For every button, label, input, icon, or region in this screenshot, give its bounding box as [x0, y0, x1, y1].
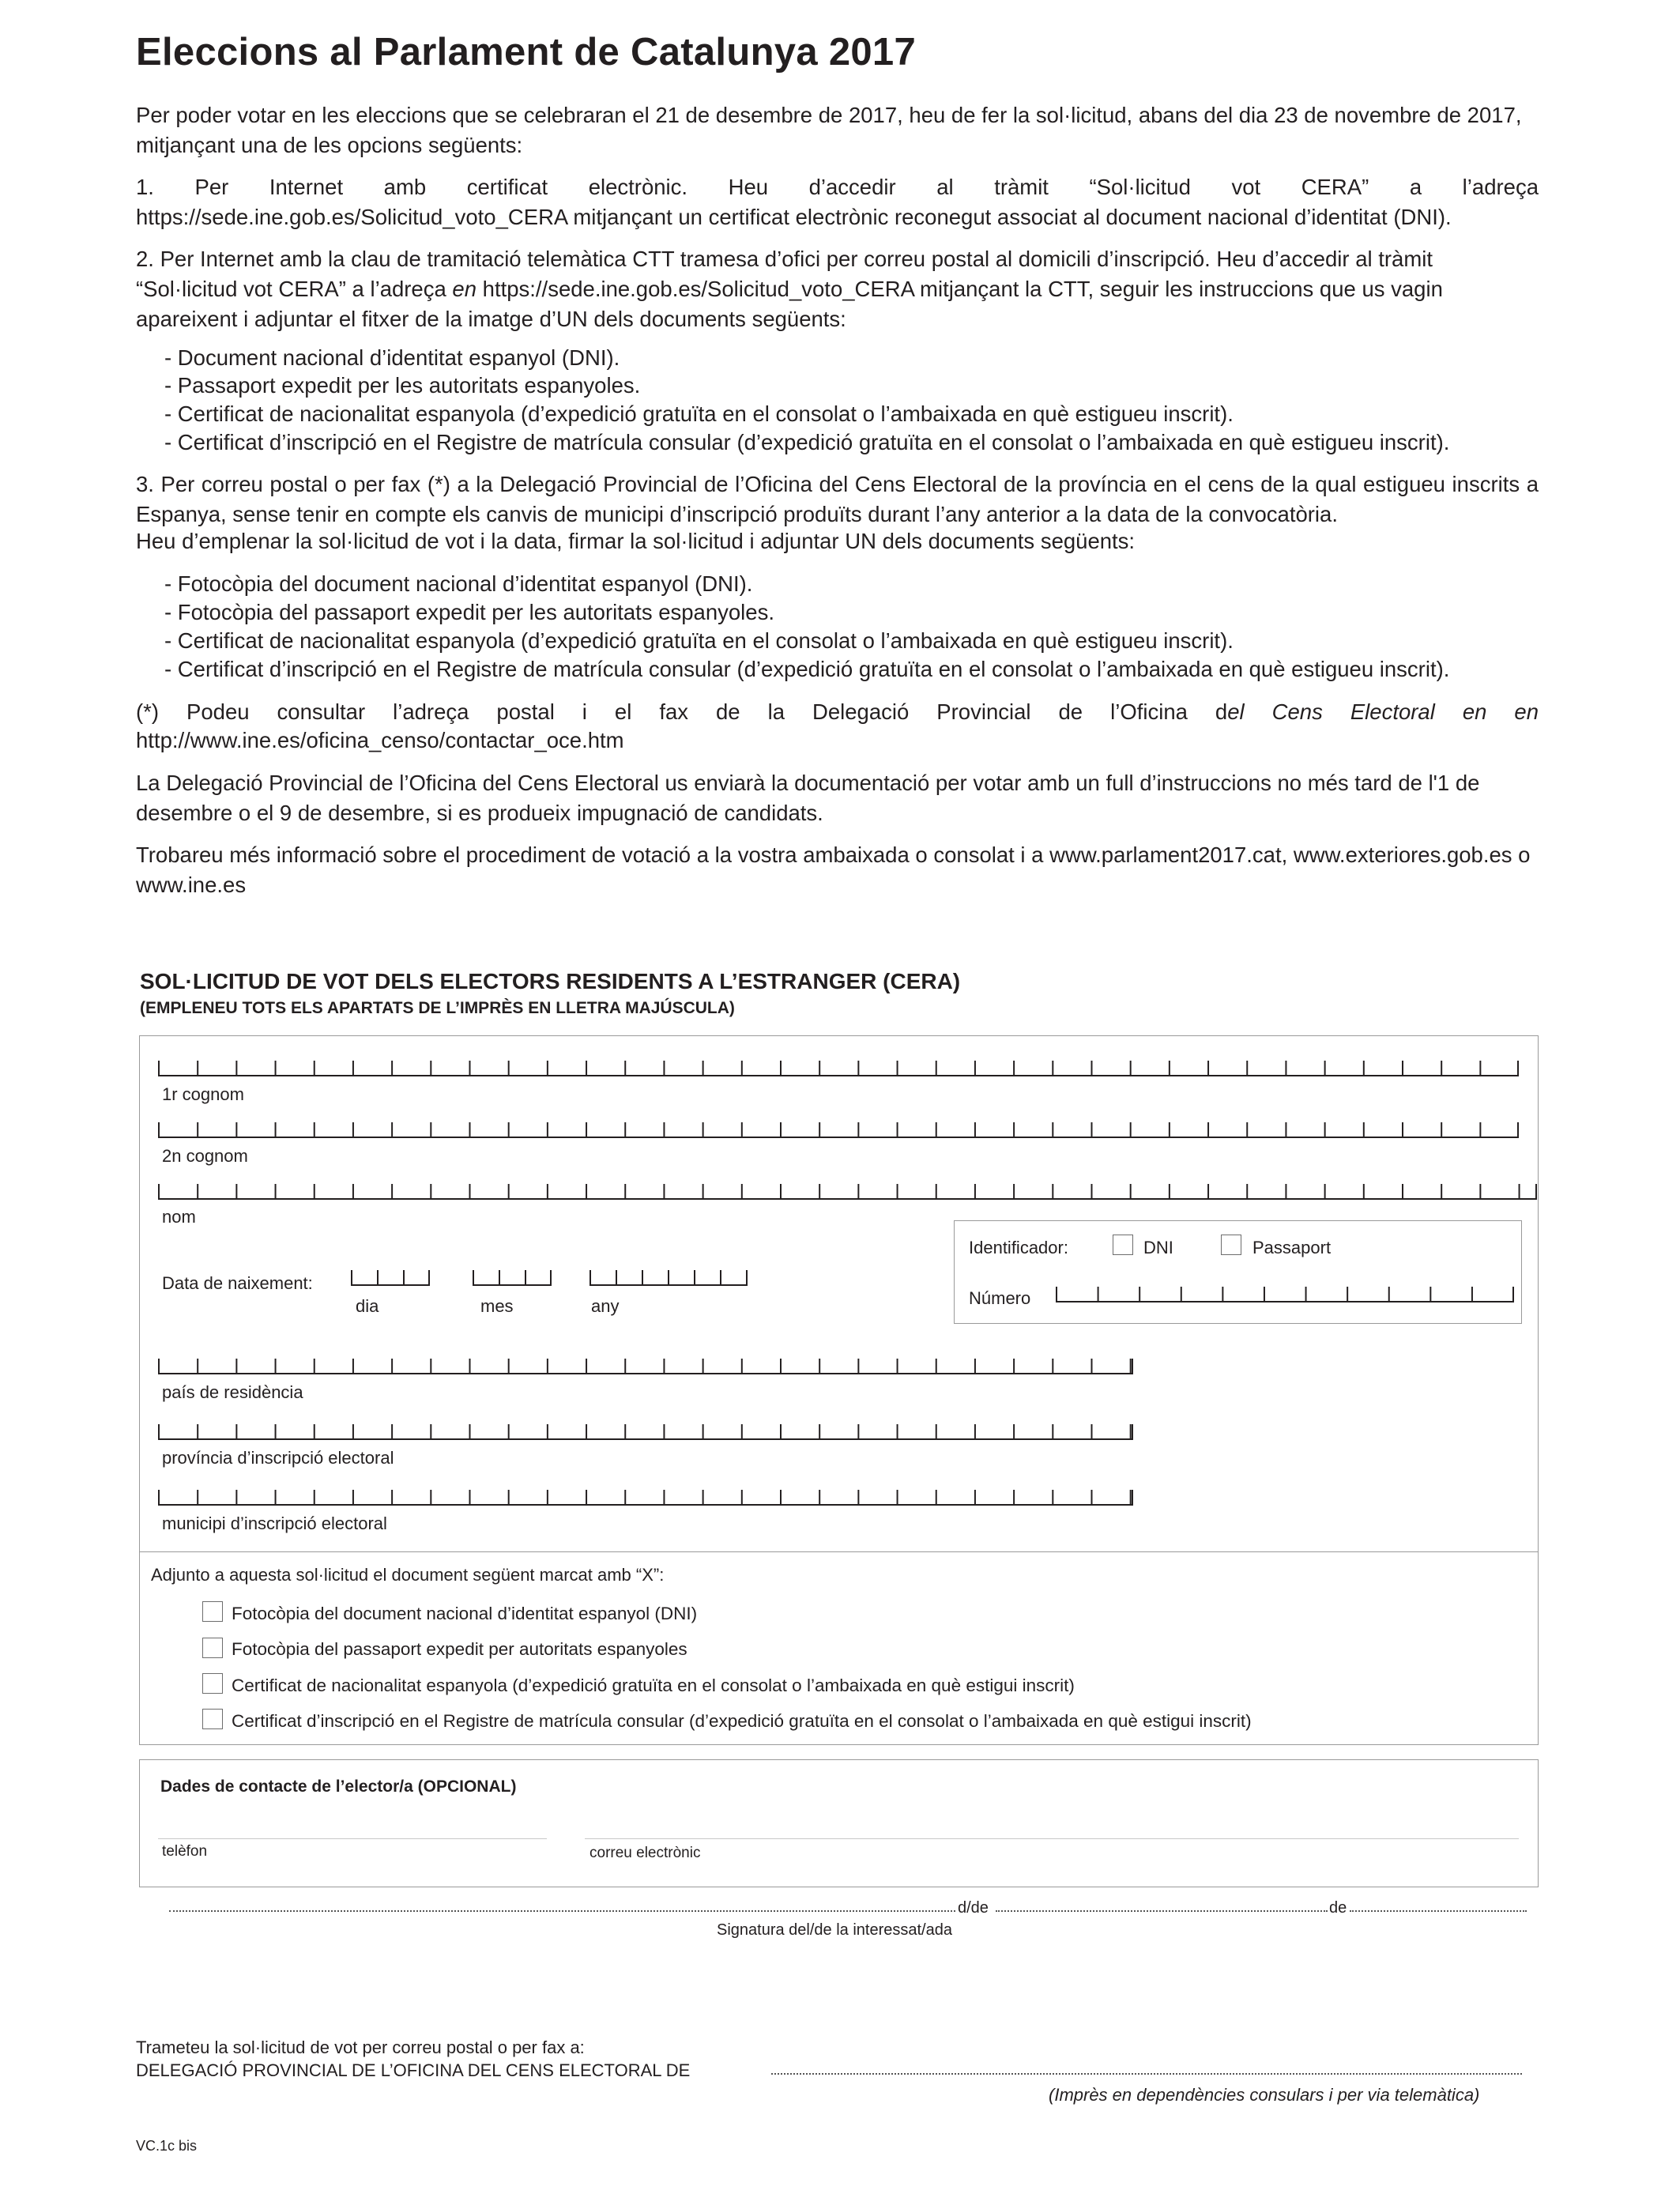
send-note: (Imprès en dependències consulars i per via telemàtica): [1049, 2085, 1480, 2105]
more-info-paragraph: Trobareu més informació sobre el procediment de votació a la vostra ambaixada o consolat i a www.parlament2017.cat, www.exteriores.gob.es o www.ine.es: [136, 843, 1531, 897]
field-end-tick: [1132, 1424, 1133, 1440]
send-line-1: Trameteu la sol·licitud de vot per correu postal o per fax a:: [136, 2038, 585, 2057]
birth-date-label: Data de naixement:: [162, 1273, 313, 1293]
option-2-item: - Document nacional d’identitat espanyol (DNI).: [164, 345, 620, 370]
attach-option-label: Fotocòpia del passaport expedit per autoritats espanyoles: [232, 1639, 687, 1659]
attach-heading: Adjunto a aquesta sol·licitud el document següent marcat amb “X”:: [151, 1565, 665, 1585]
day-label: dia: [356, 1296, 379, 1316]
month-label: mes: [480, 1296, 514, 1316]
attach-registry-checkbox[interactable]: [202, 1709, 223, 1729]
month-dotted-line[interactable]: [996, 1907, 1328, 1912]
identifier-label: Identificador:: [969, 1238, 1068, 1257]
field-end-tick: [1535, 1184, 1537, 1200]
place-dotted-line[interactable]: [169, 1907, 955, 1912]
contact-heading: Dades de contacte de l’elector/a (OPCIONAL): [160, 1777, 517, 1796]
option-2-paragraph: [136, 244, 1539, 334]
delegation-dotted-line[interactable]: [771, 2070, 1522, 2075]
email-line[interactable]: [585, 1838, 1519, 1839]
dni-checkbox[interactable]: [1113, 1235, 1133, 1255]
field-end-tick: [1132, 1359, 1133, 1374]
country-label: país de residència: [162, 1382, 303, 1402]
passport-label: Passaport: [1252, 1238, 1332, 1257]
attach-nationality-checkbox[interactable]: [202, 1673, 223, 1694]
country-field[interactable]: [158, 1359, 1133, 1374]
send-line-2: DELEGACIÓ PROVINCIAL DE L’OFICINA DEL CENS ELECTORAL DE: [136, 2060, 691, 2080]
id-number-field[interactable]: [1056, 1287, 1514, 1302]
attach-passport-checkbox[interactable]: [202, 1638, 223, 1658]
dni-label: DNI: [1143, 1238, 1173, 1257]
field-end-tick: [1132, 1490, 1133, 1506]
number-label: Número: [969, 1288, 1031, 1308]
option-1-line-2: https://sede.ine.gob.es/Solicitud_voto_CERA mitjançant un certificat electrònic reconegut associat al document nacional d’identitat (DNI).: [136, 205, 1452, 229]
province-field[interactable]: [158, 1424, 1133, 1440]
field-end-tick: [1517, 1122, 1519, 1138]
field-end-tick: [428, 1270, 430, 1286]
phone-label: telèfon: [162, 1843, 208, 1860]
option-2-item: - Passaport expedit per les autoritats espanyoles.: [164, 373, 641, 398]
page-title: Eleccions al Parlament de Catalunya 2017: [136, 31, 917, 74]
note-text-em: el Cens Electoral en en: [1227, 699, 1539, 724]
option-2-text-a: 2. Per Internet amb la clau de tramitació telemàtica CTT tramesa d’ofici per correu postal al domicili d’inscripció. Heu d’accedir al tràmit “Sol·licitud vot CERA” a l’adreça: [136, 247, 1433, 301]
de-label: de: [1329, 1899, 1347, 1917]
field-end-tick: [1512, 1287, 1514, 1302]
attach-option-label: Certificat d’inscripció en el Registre de matrícula consular (d’expedició gratuïta en el consolat o l’ambaixada en què estigui inscrit): [232, 1711, 1252, 1731]
note-line-1: [136, 697, 1539, 727]
intro-paragraph: Per poder votar en les eleccions que se celebraran el 21 de desembre de 2017, heu de fer la sol·licitud, abans del dia 23 de novembre de 2017, mitjançant una de les opcions següents:: [136, 103, 1522, 157]
delegation-paragraph: La Delegació Provincial de l’Oficina del Cens Electoral us enviarà la documentació per votar amb un full d’instruccions no més tard de l'1 de desembre o el 9 de desembre, si es produeix impugnació de candidats.: [136, 771, 1480, 825]
d-de-label: d/de: [958, 1899, 989, 1917]
passport-checkbox[interactable]: [1221, 1235, 1241, 1255]
option-2-item: - Certificat d’inscripció en el Registre de matrícula consular (d’expedició gratuïta en el consolat o l’ambaixada en què estigueu inscrit).: [164, 430, 1450, 454]
note-text: (*) Podeu consultar l’adreça postal i el fax de la Delegació Provincial de l’Oficina d: [136, 699, 1228, 724]
attach-option-label: Certificat de nacionalitat espanyola (d’expedició gratuïta en el consolat o l’ambaixada en què estigui inscrit): [232, 1676, 1075, 1695]
option-3-item: - Fotocòpia del document nacional d’identitat espanyol (DNI).: [164, 571, 753, 596]
phone-line[interactable]: [158, 1838, 547, 1839]
note-link: http://www.ine.es/oficina_censo/contactar_oce.htm: [136, 728, 624, 752]
signature-label: Signatura del/de la interessat/ada: [717, 1921, 952, 1939]
option-2-item: - Certificat de nacionalitat espanyola (d’expedició gratuïta en el consolat o l’ambaixada en què estigueu inscrit).: [164, 401, 1234, 426]
surname1-label: 1r cognom: [162, 1084, 244, 1104]
form-code: VC.1c bis: [136, 2138, 198, 2154]
year-dotted-line[interactable]: [1350, 1907, 1527, 1912]
province-label: província d’inscripció electoral: [162, 1448, 394, 1468]
field-end-tick: [1517, 1061, 1519, 1076]
field-end-tick: [550, 1270, 552, 1286]
surname1-field[interactable]: [158, 1061, 1519, 1076]
name-field[interactable]: [158, 1184, 1537, 1200]
birth-day-field[interactable]: [351, 1270, 430, 1286]
name-label: nom: [162, 1207, 196, 1227]
birth-year-field[interactable]: [590, 1270, 748, 1286]
option-1-line-1: 1. Per Internet amb certificat electrònic. Heu d’accedir al tràmit “Sol·licitud vot CERA” a l’adreça: [136, 175, 1539, 199]
field-end-tick: [746, 1270, 748, 1286]
option-3-paragraph: 3. Per correu postal o per fax (*) a la Delegació Provincial de l’Oficina del Cens Electoral de la província en el cens de la qual estigueu inscrits a Espanya, sense tenir en compte els canvis de municipi d’inscripció produïts durant l’any anterior a la data de la convocatòria.: [136, 472, 1539, 526]
attach-dni-checkbox[interactable]: [202, 1601, 223, 1622]
surname2-field[interactable]: [158, 1122, 1519, 1138]
email-label: correu electrònic: [590, 1845, 701, 1861]
form-title: SOL·LICITUD DE VOT DELS ELECTORS RESIDENTS A L’ESTRANGER (CERA): [140, 969, 961, 993]
option-3-item: - Certificat d’inscripció en el Registre de matrícula consular (d’expedició gratuïta en el consolat o l’ambaixada en què estigueu inscrit).: [164, 657, 1450, 681]
attach-option-label: Fotocòpia del document nacional d’identitat espanyol (DNI): [232, 1604, 698, 1623]
option-2-text-b: https://sede.ine.gob.es/Solicitud_voto_CERA mitjançant la CTT, seguir les instruccions que us vagin apareixent i adjuntar el fitxer de la imatge d’UN dels documents següents:: [136, 277, 1443, 331]
birth-month-field[interactable]: [473, 1270, 552, 1286]
option-3-item: - Fotocòpia del passaport expedit per les autoritats espanyoles.: [164, 600, 774, 624]
option-3-item: - Certificat de nacionalitat espanyola (d’expedició gratuïta en el consolat o l’ambaixada en què estigueu inscrit).: [164, 628, 1234, 653]
option-3-last-line: Heu d’emplenar la sol·licitud de vot i la data, firmar la sol·licitud i adjuntar UN dels documents següents:: [136, 529, 1136, 553]
surname2-label: 2n cognom: [162, 1146, 248, 1166]
option-2-text-em: en: [452, 277, 477, 301]
municipality-field[interactable]: [158, 1490, 1133, 1506]
form-subtitle: (EMPLENEU TOTS ELS APARTATS DE L’IMPRÈS EN LLETRA MAJÚSCULA): [140, 999, 735, 1017]
municipality-label: municipi d’inscripció electoral: [162, 1514, 387, 1533]
year-label: any: [591, 1296, 620, 1316]
